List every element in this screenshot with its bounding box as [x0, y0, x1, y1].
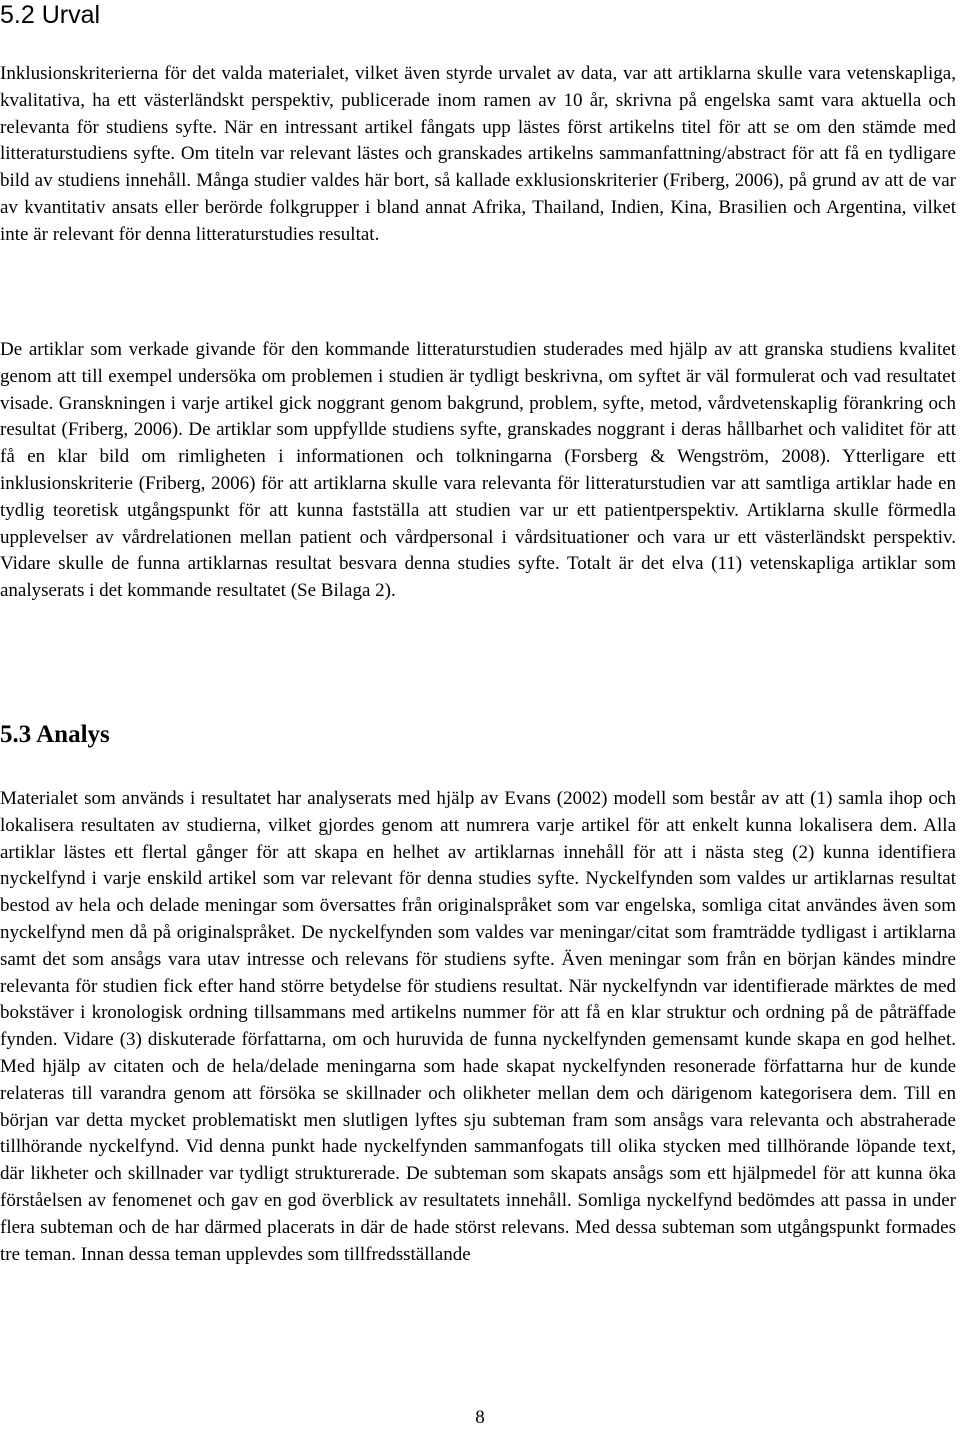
page-number: 8 [475, 1407, 485, 1428]
paragraph-urval-1: Inklusionskriterierna för det valda materialet, vilket även styrde urvalet av data, var att artiklarna skulle vara vetenskapliga, kvalitativa, ha ett västerländskt perspektiv, publicerade inom ramen av 10 år, skrivna på engelska samt vara aktuella och relevanta för studiens syfte. När en intressant artikel fångats upp lästes först artikelns titel för att se om den stämde med litteraturstudiens syfte. Om titeln var relevant lästes och granskades artikelns sammanfattning/abstract för att få en tydligare bild av studiens innehåll. Många studier valdes här bort, så kallade exklusionskriterier (Friberg, 2006), på grund av att de var av kvantitativ ansats eller berörde folkgrupper i bland annat Afrika, Thailand, Indien, Kina, Brasilien och Argentina, vilket inte är relevant för denna litteraturstudies resultat. [0, 63, 956, 245]
section-heading-urval: 5.2 Urval [0, 1, 101, 29]
paragraph-urval-2: De artiklar som verkade givande för den kommande litteraturstudien studerades med hjälp av att granska studiens kvalitet genom att till exempel undersöka om problemen i studien är tydligt beskrivna, om syftet är väl formulerat och vad resultatet visade. Granskningen i varje artikel gick noggrant genom bakgrund, problem, syfte, metod, vårdvetenskaplig förankring och resultat (Friberg, 2006). De artiklar som uppfyllde studiens syfte, granskades noggrant i deras hållbarhet och validitet för att få en klar bild om rimligheten i informationen och tolkningarna (Forsberg & Wengström, 2008). Ytterligare ett inklusionskriterie (Friberg, 2006) för att artiklarna skulle vara relevanta för litteraturstudien var att samtliga artiklar hade en tydlig teoretisk utgångspunkt för att kunna fastställa att studien var ur ett patientperspektiv. Artiklarna skulle förmedla upplevelser av vårdrelationen mellan patient och vårdpersonal i vårdsituationer och vara ur ett västerländskt perspektiv. Vidare skulle de funna artiklarnas resultat besvara denna studies syfte. Totalt är det elva (11) vetenskapliga artiklar som analyserats i det kommande resultatet (Se Bilaga 2). [0, 339, 956, 602]
paragraph-analys-1: Materialet som används i resultatet har analyserats med hjälp av Evans (2002) modell som består av att (1) samla ihop och lokalisera resultaten av studierna, vilket gjordes genom att numrera varje artikel för att enkelt kunna lokalisera dem. Alla artiklar lästes ett flertal gånger för att skapa en helhet av artiklarnas innehåll för att i nästa steg (2) kunna identifiera nyckelfynd i varje enskild artikel som var relevant för denna studies syfte. Nyckelfynden som valdes ur artiklarnas resultat bestod av hela och delade meningar som översattes från originalspråket som var engelska, somliga citat användes även som nyckelfynd men då på originalspråket. De nyckelfynden som valdes var meningar/citat som framträdde tydligast i artiklarna samt det som ansågs vara utav intresse och relevans för studiens syfte. Även meningar som från en början kändes mindre relevanta för studien fick efter hand större betydelse för studiens resultat. När nyckelfyndn var identifierade märktes de med bokstäver i kronologisk ordning tillsammans med artikelns nummer för att få en klar struktur och ordning på de påträffade fynden. Vidare (3) diskuterade författarna, om och huruvida de funna nyckelfynden gemensamt kunde skapa en god helhet. Med hjälp av citaten och de hela/delade meningarna som hade skapat nyckelfynden resonerade författarna hur de kunde relateras till varandra genom att försöka se skillnader och olikheter mellan dem och därigenom kategorisera dem. Till en början var detta mycket problematiskt men slutligen lyftes sju subteman fram som ansågs vara relevanta och abstraherade tillhörande nyckelfynd. Vid denna punkt hade nyckelfynden sammanfogats till olika stycken med tillhörande löpande text, där likheter och skillnader var tydligt strukturerade. De subteman som skapats ansågs som ett hjälpmedel för att kunna öka förståelsen av fenomenet och gav en god överblick av resultatets innehåll. Somliga nyckelfynd bedömdes att passa in under flera subteman och de har därmed placerats in där de hade störst relevans. Med dessa subteman som utgångspunkt formades tre teman. Innan dessa teman upplevdes som tillfredsställande [0, 788, 956, 1265]
section-heading-analys: 5.3 Analys [0, 721, 110, 748]
